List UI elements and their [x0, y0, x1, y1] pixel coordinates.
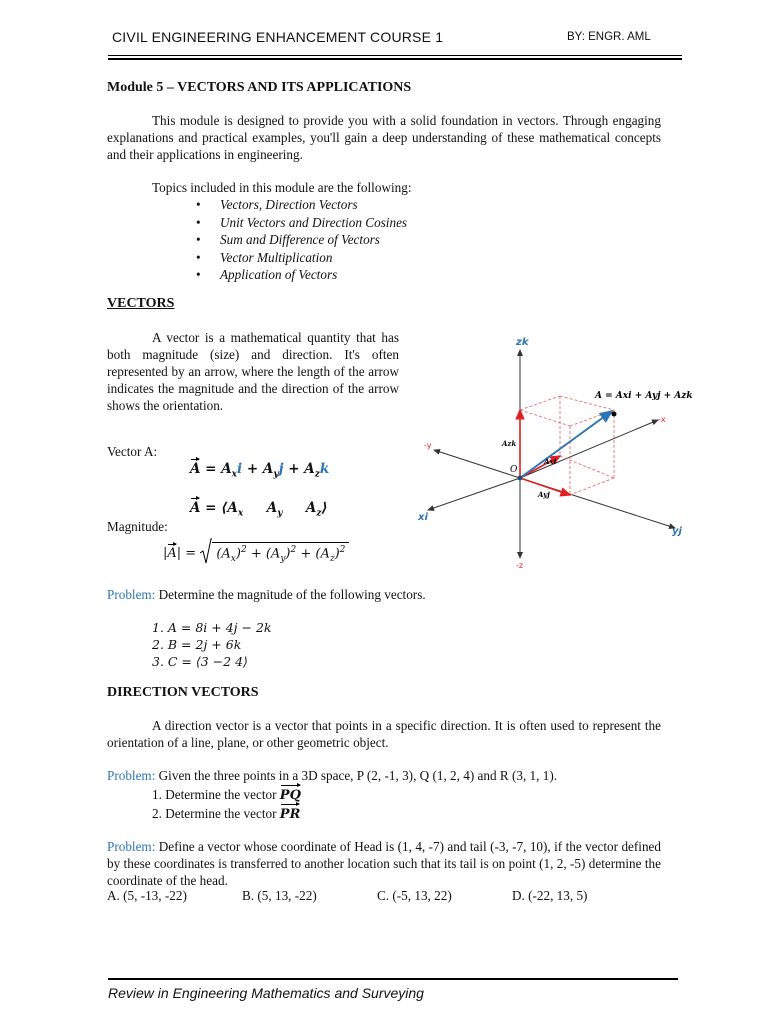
topic-item: • Application of Vectors: [196, 266, 407, 284]
vector-equation-label: A = Axi + Ayj + Azk: [595, 391, 693, 401]
axis-label-zk: zk: [516, 337, 529, 348]
origin-point: [518, 476, 523, 481]
problem-label: Problem:: [107, 587, 156, 602]
problem-1-item: 2. B = 2j + 6k: [152, 637, 242, 652]
header-course-title: CIVIL ENGINEERING ENHANCEMENT COURSE 1: [112, 29, 444, 45]
problem-2: [107, 767, 557, 784]
axis-label-neg-y: -y: [424, 441, 432, 450]
axis-label-neg-x: -x: [658, 415, 666, 424]
label-ayj: Ayj: [538, 490, 550, 499]
problem-label: Problem:: [107, 839, 156, 854]
header-rule-thin: [108, 55, 682, 56]
x-axis: [428, 478, 520, 510]
magnitude-label: Magnitude:: [107, 519, 168, 534]
topic-item: • Unit Vectors and Direction Cosines: [196, 214, 407, 232]
choice-c: C. (-5, 13, 22): [377, 888, 452, 903]
origin-label: O: [510, 465, 518, 475]
topic-item: • Vector Multiplication: [196, 249, 407, 267]
direction-vectors-definition: A direction vector is a vector that points in a specific direction. It is often used to represent the orientation of a line, plane, or other geometric object.: [107, 718, 661, 750]
choice-a: A. (5, -13, -22): [107, 888, 187, 903]
vectors-definition: A vector is a mathematical quantity that has both magnitude (size) and direction. It's often represented by an arrow, where the length of the arrow indicates the magnitude and the direction of the arrow shows the orientation.: [107, 330, 399, 413]
intro-paragraph: This module is designed to provide you with a solid foundation in vectors. Through engaging explanations and practical examples, you'll gain a deep understanding of these mathematical concepts and their applications in engineering.: [107, 113, 661, 162]
choice-d: D. (-22, 13, 5): [512, 888, 588, 903]
vector-a-component-form: $A = ⟨A_x$ $A_y$ $A_z⟩$: [190, 500, 328, 519]
problem-text: Determine the magnitude of the following vectors.: [158, 587, 426, 602]
axis-label-yj: yj: [672, 526, 682, 537]
choice-b: B. (5, 13, -22): [242, 888, 317, 903]
axis-label-xi: xi: [418, 512, 428, 523]
resultant-vector-arrow: [520, 411, 612, 478]
module-title: Module 5 – VECTORS AND ITS APPLICATIONS: [107, 80, 412, 95]
problem-1-items: [152, 619, 272, 670]
footer-rule: [108, 978, 678, 980]
problem-label: Problem:: [107, 768, 156, 783]
vector-a-equation: $A = A_xi + A_yj + A_zk$: [190, 461, 330, 480]
vector-3d-diagram: [410, 330, 705, 575]
vectors-heading: VECTORS: [107, 296, 175, 311]
direction-vectors-heading: DIRECTION VECTORS: [107, 685, 259, 700]
topic-item: • Vectors, Direction Vectors: [196, 196, 407, 214]
axis-label-neg-z: -z: [516, 561, 524, 570]
vector-pr: PR: [279, 807, 301, 822]
magnitude-formula: |A| = $(A_x)^2 + (A_y)^2 + (A_z)^2$: [163, 538, 349, 564]
footer-text: Review in Engineering Mathematics and Surveying: [108, 985, 424, 1001]
topics-list: [196, 196, 407, 284]
vector-pq: PQ: [279, 788, 301, 803]
header-author: BY: ENGR. AML: [567, 31, 651, 43]
component-box: [520, 396, 614, 495]
topic-item: • Sum and Difference of Vectors: [196, 231, 407, 249]
problem-1: [107, 586, 426, 603]
problem-3: [107, 838, 661, 889]
sqrt-icon: [200, 538, 212, 564]
problem-text: Given the three points in a 3D space, P (2, -1, 3), Q (1, 2, 4) and R (3, 1, 1).: [158, 768, 558, 783]
problem-1-item: 1. A = 8i + 4j − 2k: [152, 620, 272, 635]
neg-y-axis: [434, 450, 520, 478]
vector-a-label: Vector A:: [107, 444, 158, 459]
topics-intro: Topics included in this module are the following:: [152, 180, 412, 195]
label-axi: Axi: [544, 457, 557, 466]
problem-text: Define a vector whose coordinate of Head is (1, 4, -7) and tail (-3, -7, 10), if the vector defined by these coordinates is transferred to another location such that its tail is on point (1, 2, -5) determine the coordinate of the head.: [107, 839, 661, 888]
problem-1-item: 3. C = ⟨3 −2 4⟩: [152, 654, 248, 669]
problem-2-item-2: 2. Determine the vector PR: [152, 806, 301, 822]
header-rule-thick: [108, 58, 682, 60]
label-azk: Azk: [502, 439, 517, 448]
problem-2-item-1: 1. Determine the vector PQ: [152, 787, 301, 803]
vector-head-point: [612, 412, 617, 417]
